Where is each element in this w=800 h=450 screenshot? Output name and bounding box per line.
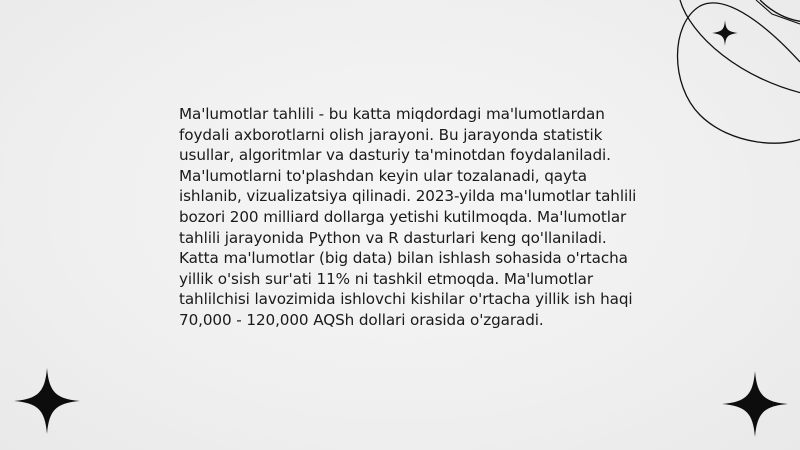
sparkle-star-bottom-right-icon xyxy=(722,371,788,437)
sparkle-star-bottom-left-icon xyxy=(14,368,80,434)
body-paragraph: Ma'lumotlar tahlili - bu katta miqdordagi ma'lumotlardan foydali axborotlarni olish jarayoni. Bu jarayonda statistik usullar, algoritmlar va dasturiy ta'minotdan foydalaniladi. Ma'lumotlarni to'plashdan keyin ular tozalanadi, qayta ishlanib, vizualizatsiya qilinadi. 2023-yilda ma'lumotlar tahlili bozori 200 milliard dollarga yetishi kutilmoqda. Ma'lumotlar tahlili jarayonida Python va R dasturlari keng qo'llaniladi. Katta ma'lumotlar (big data) bilan ishlash sohasida o'rtacha yillik o'sish sur'ati 11% ni tashkil etmoqda. Ma'lumotlar tahlilchisi lavozimida ishlovchi kishilar o'rtacha yillik ish haqi 70,000 - 120,000 AQSh dollari orasida o'zgaradi. xyxy=(179,105,637,329)
small-sparkle-icon xyxy=(712,20,738,46)
